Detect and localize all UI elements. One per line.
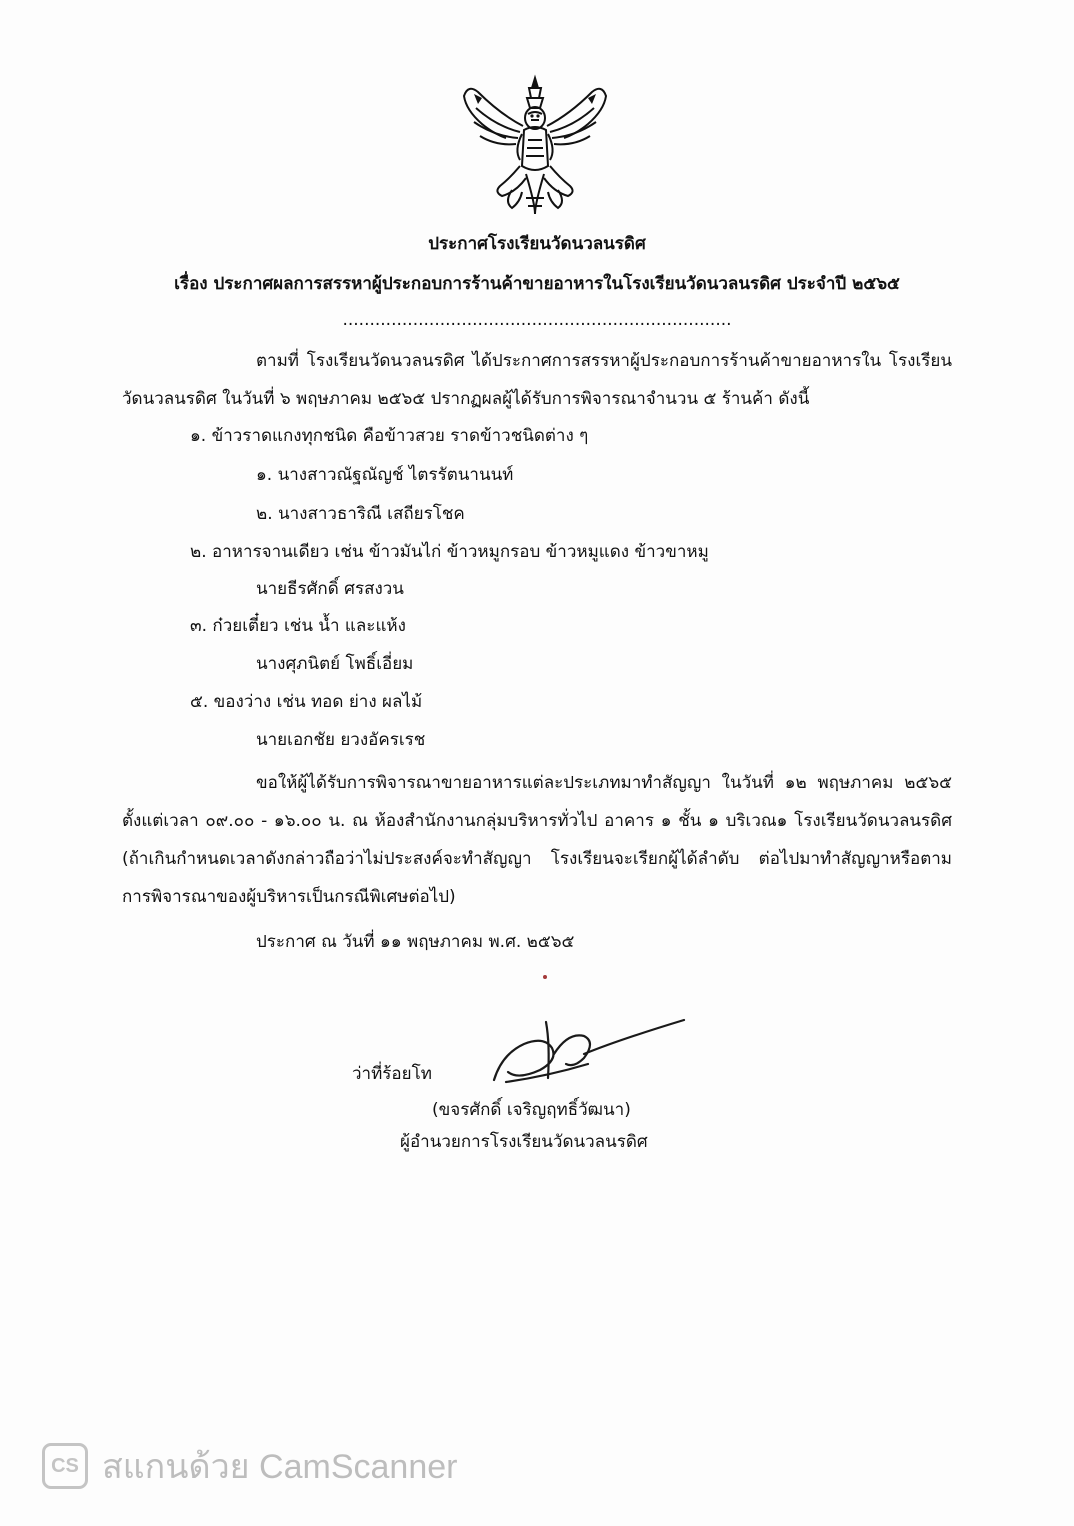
signatory-name: (ขจรศักดิ์ เจริญฤทธิ์วัฒนา) <box>432 1100 631 1120</box>
signatory-rank: ว่าที่ร้อยโท <box>352 1064 432 1084</box>
category-3-label: ๓. ก๋วยเตี๋ยว เช่น น้ำ และแห้ง <box>190 616 406 636</box>
announcement-title: ประกาศโรงเรียนวัดนวลนรดิศ <box>428 234 646 254</box>
handwritten-signature-icon <box>488 1014 688 1088</box>
category-3-vendor-1: นางศุภนิตย์ โพธิ์เอี่ยม <box>256 654 414 674</box>
category-2-label: ๒. อาหารจานเดียว เช่น ข้าวมันไก่ ข้าวหมูกรอบ ข้าวหมูแดง ข้าวขาหมู <box>190 542 709 562</box>
category-5-vendor-1: นายเอกชัย ยวงอัครเรช <box>256 730 426 750</box>
camscanner-watermark <box>42 1440 457 1492</box>
intro-paragraph: ตามที่ โรงเรียนวัดนวลนรดิศ ได้ประกาศการสรรหาผู้ประกอบการร้านค้าขายอาหารใน โรงเรียนวัดนวลนรดิศ ในวันที่ ๖ พฤษภาคม ๒๕๖๕ ปรากฏผลผู้ได้รับการพิจารณาจำนวน ๕ ร้านค้า ดังนี้ <box>122 351 952 409</box>
instructions-paragraph: ขอให้ผู้ได้รับการพิจารณาขายอาหารแต่ละประเภทมาทำสัญญา ในวันที่ ๑๒ พฤษภาคม ๒๕๖๕ ตั้งแต่เวลา ๐๙.๐๐ - ๑๖.๐๐ น. ณ ห้องสำนักงานกลุ่มบริหารทั่วไป อาคาร ๑ ชั้น ๑ บริเวณ๑ โรงเรียนวัดนวลนรดิศ (ถ้าเกินกำหนดเวลาดังกล่าวถือว่าไม่ประสงค์จะทำสัญญา โรงเรียนจะเรียกผู้ได้ลำดับ ต่อไปมาทำสัญญาหรือตามการพิจารณาของผู้บริหารเป็นกรณีพิเศษต่อไป) <box>122 773 952 907</box>
category-2-vendor-1: นายธีรศักดิ์ ศรสงวน <box>256 579 404 599</box>
watermark-text: สแกนด้วย CamScanner <box>102 1448 458 1486</box>
title-separator: ........................................................................ <box>342 310 732 330</box>
ink-dot <box>543 975 547 979</box>
camscanner-logo-icon: CS <box>42 1443 88 1489</box>
signatory-position: ผู้อำนวยการโรงเรียนวัดนวลนรดิศ <box>400 1132 648 1152</box>
announcement-date: ประกาศ ณ วันที่ ๑๑ พฤษภาคม พ.ศ. ๒๕๖๕ <box>256 932 575 952</box>
category-5-label: ๕. ของว่าง เช่น ทอด ย่าง ผลไม้ <box>190 692 423 712</box>
category-1-vendor-1: ๑. นางสาวณัฐณัญช์ ไตรรัตนานนท์ <box>256 465 514 485</box>
category-1-vendor-2: ๒. นางสาวธาริณี เสถียรโชค <box>256 504 465 524</box>
garuda-emblem-icon <box>460 74 610 222</box>
category-1-label: ๑. ข้าวราดแกงทุกชนิด คือข้าวสวย ราดข้าวชนิดต่าง ๆ <box>190 426 589 446</box>
announcement-subject: เรื่อง ประกาศผลการสรรหาผู้ประกอบการร้านค้าขายอาหารในโรงเรียนวัดนวลนรดิศ ประจำปี ๒๕๖๕ <box>174 274 900 294</box>
